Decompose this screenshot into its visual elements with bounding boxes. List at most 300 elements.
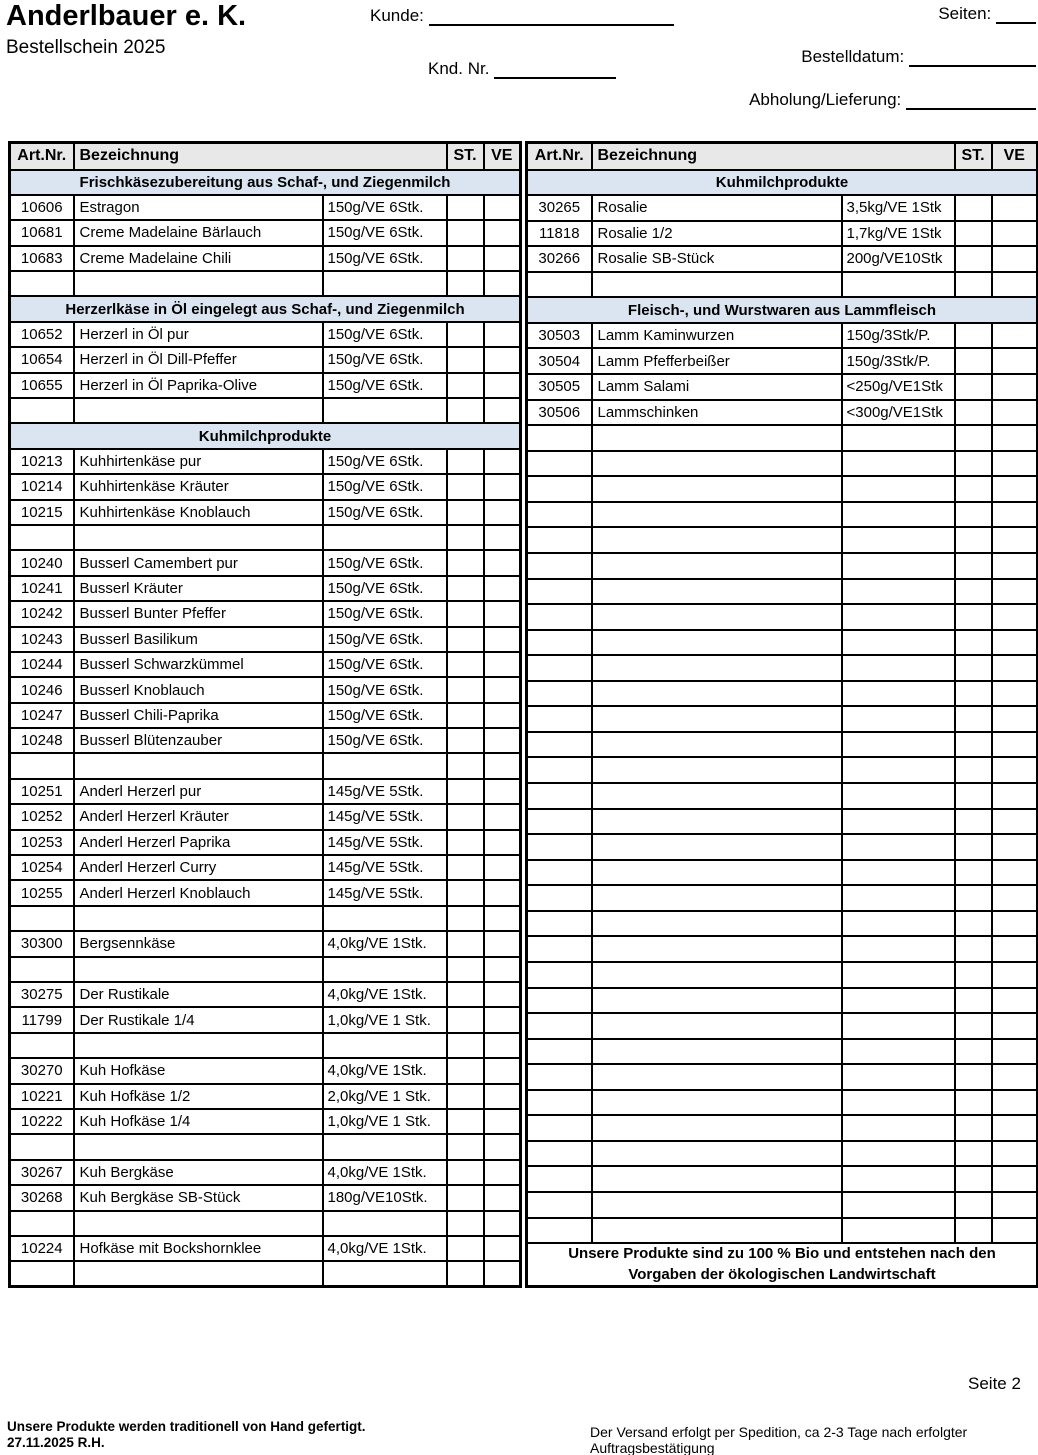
artnr-cell <box>527 681 592 707</box>
pickup-delivery-input-line[interactable] <box>906 93 1036 110</box>
ve-input-cell[interactable] <box>992 451 1038 477</box>
qty-cell <box>842 962 955 988</box>
bezeichnung-cell <box>592 1141 842 1167</box>
section-row <box>10 170 521 195</box>
ve-input-cell[interactable] <box>992 681 1038 707</box>
st-input-cell[interactable] <box>447 855 484 880</box>
ve-input-cell[interactable] <box>992 809 1038 835</box>
empty-row <box>527 681 1038 707</box>
st-input-cell[interactable] <box>955 272 992 298</box>
st-input-cell[interactable] <box>955 1166 992 1192</box>
ve-input-cell[interactable] <box>484 1134 521 1159</box>
ve-input-cell[interactable] <box>992 834 1038 860</box>
st-input-cell[interactable] <box>447 1261 484 1286</box>
st-input-cell[interactable] <box>955 834 992 860</box>
ve-input-cell[interactable] <box>484 1211 521 1236</box>
artnr-cell: 10251 <box>10 779 74 804</box>
bezeichnung-cell <box>592 681 842 707</box>
artnr-cell <box>527 579 592 605</box>
ve-input-cell[interactable] <box>992 323 1038 349</box>
ve-input-cell[interactable] <box>484 1058 521 1083</box>
item-row <box>10 855 521 880</box>
empty-row <box>527 988 1038 1014</box>
item-row <box>10 779 521 804</box>
qty-cell: 4,0kg/VE 1Stk. <box>323 1058 447 1083</box>
ve-input-cell[interactable] <box>484 753 521 778</box>
item-row <box>10 220 521 245</box>
st-input-cell[interactable] <box>955 1013 992 1039</box>
qty-cell: 150g/VE 6Stk. <box>323 677 447 702</box>
ve-input-cell[interactable] <box>992 579 1038 605</box>
st-input-cell[interactable] <box>447 627 484 652</box>
st-input-cell[interactable] <box>955 221 992 247</box>
item-row <box>10 703 521 728</box>
artnr-cell <box>527 527 592 553</box>
ve-input-cell[interactable] <box>992 425 1038 451</box>
artnr-cell: 10246 <box>10 677 74 702</box>
ve-input-cell[interactable] <box>992 604 1038 630</box>
bezeichnung-cell: Anderl Herzerl Curry <box>74 855 323 880</box>
qty-cell: 150g/VE 6Stk. <box>323 322 447 347</box>
artnr-cell <box>527 272 592 298</box>
ve-input-cell[interactable] <box>484 779 521 804</box>
st-input-cell[interactable] <box>447 449 484 474</box>
qty-cell: <300g/VE1Stk <box>842 400 955 426</box>
artnr-cell <box>10 398 74 423</box>
col-header-ve: VE <box>992 143 1038 170</box>
st-input-cell[interactable] <box>447 779 484 804</box>
st-input-cell[interactable] <box>447 525 484 550</box>
ve-input-cell[interactable] <box>484 703 521 728</box>
bezeichnung-cell: Lamm Pfefferbeißer <box>592 348 842 374</box>
ve-input-cell[interactable] <box>992 732 1038 758</box>
ve-input-cell[interactable] <box>484 627 521 652</box>
st-input-cell[interactable] <box>447 1236 484 1261</box>
bezeichnung-cell: Der Rustikale <box>74 982 323 1007</box>
ve-input-cell[interactable] <box>992 1090 1038 1116</box>
st-input-cell[interactable] <box>447 906 484 931</box>
ve-input-cell[interactable] <box>484 195 521 220</box>
qty-cell <box>842 1218 955 1244</box>
bezeichnung-cell <box>592 604 842 630</box>
artnr-cell <box>10 271 74 296</box>
artnr-cell <box>527 553 592 579</box>
st-input-cell[interactable] <box>955 655 992 681</box>
empty-row <box>527 706 1038 732</box>
bezeichnung-cell: Anderl Herzerl Paprika <box>74 830 323 855</box>
ve-input-cell[interactable] <box>992 860 1038 886</box>
artnr-cell: 30300 <box>10 931 74 956</box>
bezeichnung-cell <box>592 272 842 298</box>
qty-cell <box>842 655 955 681</box>
ve-input-cell[interactable] <box>992 936 1038 962</box>
ve-input-cell[interactable] <box>484 880 521 905</box>
qty-cell: 1,7kg/VE 1Stk <box>842 221 955 247</box>
ve-input-cell[interactable] <box>484 652 521 677</box>
bezeichnung-cell: Kuh Hofkäse <box>74 1058 323 1083</box>
ve-input-cell[interactable] <box>992 885 1038 911</box>
ve-input-cell[interactable] <box>484 500 521 525</box>
bezeichnung-cell: Busserl Chili-Paprika <box>74 703 323 728</box>
ve-input-cell[interactable] <box>992 374 1038 400</box>
ve-input-cell[interactable] <box>484 957 521 982</box>
st-input-cell[interactable] <box>447 474 484 499</box>
ve-input-cell[interactable] <box>992 706 1038 732</box>
ve-input-cell[interactable] <box>992 1141 1038 1167</box>
ve-input-cell[interactable] <box>484 931 521 956</box>
st-input-cell[interactable] <box>447 931 484 956</box>
st-input-cell[interactable] <box>955 1064 992 1090</box>
st-input-cell[interactable] <box>447 550 484 575</box>
st-input-cell[interactable] <box>955 1115 992 1141</box>
st-input-cell[interactable] <box>955 860 992 886</box>
st-input-cell[interactable] <box>447 1084 484 1109</box>
st-input-cell[interactable] <box>955 809 992 835</box>
pages-input-line[interactable] <box>996 7 1036 24</box>
st-input-cell[interactable] <box>955 195 992 221</box>
order-date-input-line[interactable] <box>909 50 1036 67</box>
empty-row <box>527 553 1038 579</box>
qty-cell: 4,0kg/VE 1Stk. <box>323 1160 447 1185</box>
ve-input-cell[interactable] <box>992 221 1038 247</box>
st-input-cell[interactable] <box>447 677 484 702</box>
artnr-cell <box>527 1115 592 1141</box>
qty-cell <box>323 1211 447 1236</box>
st-input-cell[interactable] <box>447 1185 484 1210</box>
st-input-cell[interactable] <box>955 527 992 553</box>
ve-input-cell[interactable] <box>992 476 1038 502</box>
ve-input-cell[interactable] <box>484 1160 521 1185</box>
qty-cell <box>323 271 447 296</box>
ve-input-cell[interactable] <box>484 1185 521 1210</box>
st-input-cell[interactable] <box>955 706 992 732</box>
bezeichnung-cell: Anderl Herzerl Knoblauch <box>74 880 323 905</box>
qty-cell <box>842 1013 955 1039</box>
st-input-cell[interactable] <box>955 323 992 349</box>
st-input-cell[interactable] <box>447 576 484 601</box>
qty-cell: 145g/VE 5Stk. <box>323 779 447 804</box>
bezeichnung-cell <box>74 398 323 423</box>
ve-input-cell[interactable] <box>484 1109 521 1134</box>
artnr-cell: 10213 <box>10 449 74 474</box>
empty-row <box>527 1166 1038 1192</box>
item-row <box>10 576 521 601</box>
ve-input-cell[interactable] <box>992 502 1038 528</box>
ve-input-cell[interactable] <box>484 906 521 931</box>
qty-cell: 150g/VE 6Stk. <box>323 550 447 575</box>
ve-input-cell[interactable] <box>484 576 521 601</box>
qty-cell <box>842 809 955 835</box>
ve-input-cell[interactable] <box>484 982 521 1007</box>
qty-cell: 150g/VE 6Stk. <box>323 703 447 728</box>
item-row <box>10 804 521 829</box>
artnr-cell: 11818 <box>527 221 592 247</box>
st-input-cell[interactable] <box>447 830 484 855</box>
st-input-cell[interactable] <box>447 957 484 982</box>
st-input-cell[interactable] <box>447 1109 484 1134</box>
artnr-cell: 10222 <box>10 1109 74 1134</box>
ve-input-cell[interactable] <box>484 398 521 423</box>
empty-row <box>527 451 1038 477</box>
st-input-cell[interactable] <box>447 753 484 778</box>
bezeichnung-cell: Rosalie 1/2 <box>592 221 842 247</box>
bezeichnung-cell <box>592 527 842 553</box>
ve-input-cell[interactable] <box>484 449 521 474</box>
qty-cell <box>323 906 447 931</box>
qty-cell: 150g/VE 6Stk. <box>323 220 447 245</box>
st-input-cell[interactable] <box>955 681 992 707</box>
artnr-cell: 10252 <box>10 804 74 829</box>
qty-cell <box>323 957 447 982</box>
st-input-cell[interactable] <box>955 348 992 374</box>
ve-input-cell[interactable] <box>484 1007 521 1032</box>
bezeichnung-cell: Der Rustikale 1/4 <box>74 1007 323 1032</box>
qty-cell: 145g/VE 5Stk. <box>323 855 447 880</box>
qty-cell: 4,0kg/VE 1Stk. <box>323 982 447 1007</box>
col-header-bezeichnung: Bezeichnung <box>74 143 447 170</box>
bezeichnung-cell: Anderl Herzerl pur <box>74 779 323 804</box>
artnr-cell <box>527 885 592 911</box>
st-input-cell[interactable] <box>955 425 992 451</box>
st-input-cell[interactable] <box>955 1141 992 1167</box>
ve-input-cell[interactable] <box>484 1084 521 1109</box>
ve-input-cell[interactable] <box>992 246 1038 272</box>
bezeichnung-cell: Herzerl in Öl Paprika-Olive <box>74 373 323 398</box>
ve-input-cell[interactable] <box>484 1236 521 1261</box>
ve-input-cell[interactable] <box>484 347 521 372</box>
artnr-cell: 30506 <box>527 400 592 426</box>
bezeichnung-cell <box>592 860 842 886</box>
artnr-cell: 10254 <box>10 855 74 880</box>
ve-input-cell[interactable] <box>992 1064 1038 1090</box>
artnr-cell: 10253 <box>10 830 74 855</box>
st-input-cell[interactable] <box>447 322 484 347</box>
st-input-cell[interactable] <box>447 804 484 829</box>
order-date-field <box>801 47 1036 67</box>
st-input-cell[interactable] <box>447 728 484 753</box>
page-number: Seite 2 <box>968 1374 1021 1393</box>
st-input-cell[interactable] <box>955 374 992 400</box>
bezeichnung-cell <box>592 630 842 656</box>
order-tables <box>8 141 1038 1288</box>
ve-input-cell[interactable] <box>992 195 1038 221</box>
st-input-cell[interactable] <box>447 1007 484 1032</box>
ve-input-cell[interactable] <box>484 830 521 855</box>
st-input-cell[interactable] <box>447 373 484 398</box>
st-input-cell[interactable] <box>955 1090 992 1116</box>
empty-row <box>527 579 1038 605</box>
artnr-cell <box>527 502 592 528</box>
ve-input-cell[interactable] <box>484 525 521 550</box>
artnr-cell <box>527 757 592 783</box>
st-input-cell[interactable] <box>447 220 484 245</box>
ve-input-cell[interactable] <box>992 911 1038 937</box>
ve-input-cell[interactable] <box>992 988 1038 1014</box>
artnr-cell <box>527 936 592 962</box>
artnr-cell <box>10 1134 74 1159</box>
customer-number-input-line[interactable] <box>494 62 616 79</box>
st-input-cell[interactable] <box>447 246 484 271</box>
qty-cell <box>842 425 955 451</box>
bezeichnung-cell <box>74 1033 323 1058</box>
bezeichnung-cell: Kuhhirtenkäse Knoblauch <box>74 500 323 525</box>
qty-cell <box>842 476 955 502</box>
st-input-cell[interactable] <box>447 1134 484 1159</box>
ve-input-cell[interactable] <box>992 1166 1038 1192</box>
item-row <box>527 348 1038 374</box>
qty-cell <box>323 753 447 778</box>
st-input-cell[interactable] <box>955 400 992 426</box>
bezeichnung-cell: Kuh Bergkäse SB-Stück <box>74 1185 323 1210</box>
col-header-bezeichnung: Bezeichnung <box>592 143 955 170</box>
artnr-cell <box>527 1218 592 1244</box>
ve-input-cell[interactable] <box>992 630 1038 656</box>
st-input-cell[interactable] <box>447 195 484 220</box>
st-input-cell[interactable] <box>447 271 484 296</box>
st-input-cell[interactable] <box>447 398 484 423</box>
ve-input-cell[interactable] <box>484 322 521 347</box>
ve-input-cell[interactable] <box>484 601 521 626</box>
bezeichnung-cell: Rosalie <box>592 195 842 221</box>
st-input-cell[interactable] <box>447 347 484 372</box>
qty-cell: 145g/VE 5Stk. <box>323 830 447 855</box>
artnr-cell <box>527 834 592 860</box>
st-input-cell[interactable] <box>955 1039 992 1065</box>
qty-cell: 1,0kg/VE 1 Stk. <box>323 1007 447 1032</box>
ve-input-cell[interactable] <box>992 400 1038 426</box>
st-input-cell[interactable] <box>955 579 992 605</box>
bezeichnung-cell: Busserl Camembert pur <box>74 550 323 575</box>
qty-cell <box>842 860 955 886</box>
st-input-cell[interactable] <box>955 451 992 477</box>
qty-cell <box>842 604 955 630</box>
ve-input-cell[interactable] <box>992 1115 1038 1141</box>
st-input-cell[interactable] <box>447 703 484 728</box>
qty-cell <box>842 1166 955 1192</box>
item-row <box>10 246 521 271</box>
artnr-cell: 10214 <box>10 474 74 499</box>
section-row <box>527 297 1038 323</box>
st-input-cell[interactable] <box>447 652 484 677</box>
ve-input-cell[interactable] <box>992 527 1038 553</box>
ve-input-cell[interactable] <box>992 655 1038 681</box>
qty-cell <box>842 1192 955 1218</box>
ve-input-cell[interactable] <box>992 783 1038 809</box>
artnr-cell <box>10 906 74 931</box>
st-input-cell[interactable] <box>955 1218 992 1244</box>
artnr-cell: 11799 <box>10 1007 74 1032</box>
section-header: Kuhmilchprodukte <box>10 423 521 448</box>
st-input-cell[interactable] <box>447 880 484 905</box>
ve-input-cell[interactable] <box>484 550 521 575</box>
st-input-cell[interactable] <box>955 783 992 809</box>
artnr-cell <box>10 957 74 982</box>
ve-input-cell[interactable] <box>992 757 1038 783</box>
bezeichnung-cell <box>592 936 842 962</box>
artnr-cell: 30503 <box>527 323 592 349</box>
ve-input-cell[interactable] <box>484 474 521 499</box>
ve-input-cell[interactable] <box>992 553 1038 579</box>
st-input-cell[interactable] <box>955 553 992 579</box>
ve-input-cell[interactable] <box>992 1218 1038 1244</box>
st-input-cell[interactable] <box>955 604 992 630</box>
ve-input-cell[interactable] <box>484 804 521 829</box>
ve-input-cell[interactable] <box>992 272 1038 298</box>
bezeichnung-cell: Anderl Herzerl Kräuter <box>74 804 323 829</box>
ve-input-cell[interactable] <box>484 728 521 753</box>
st-input-cell[interactable] <box>447 1211 484 1236</box>
ve-input-cell[interactable] <box>484 246 521 271</box>
ve-input-cell[interactable] <box>484 855 521 880</box>
table-header-row <box>10 143 521 170</box>
ve-input-cell[interactable] <box>484 271 521 296</box>
ve-input-cell[interactable] <box>992 962 1038 988</box>
bezeichnung-cell <box>592 476 842 502</box>
ve-input-cell[interactable] <box>992 1192 1038 1218</box>
st-input-cell[interactable] <box>955 246 992 272</box>
bezeichnung-cell <box>592 706 842 732</box>
st-input-cell[interactable] <box>955 732 992 758</box>
st-input-cell[interactable] <box>955 476 992 502</box>
ve-input-cell[interactable] <box>484 677 521 702</box>
pages-field <box>938 4 1036 24</box>
artnr-cell: 10242 <box>10 601 74 626</box>
bezeichnung-cell: Bergsennkäse <box>74 931 323 956</box>
st-input-cell[interactable] <box>955 757 992 783</box>
st-input-cell[interactable] <box>955 1192 992 1218</box>
st-input-cell[interactable] <box>955 936 992 962</box>
ve-input-cell[interactable] <box>484 220 521 245</box>
qty-cell: 150g/VE 6Stk. <box>323 652 447 677</box>
st-input-cell[interactable] <box>447 982 484 1007</box>
item-row <box>10 347 521 372</box>
ve-input-cell[interactable] <box>484 373 521 398</box>
ve-input-cell[interactable] <box>992 348 1038 374</box>
ve-input-cell[interactable] <box>484 1261 521 1286</box>
qty-cell: 145g/VE 5Stk. <box>323 880 447 905</box>
st-input-cell[interactable] <box>447 500 484 525</box>
footer-shipping-note: Der Versand erfolgt per Spedition, ca 2-3 Tage nach erfolgter Auftragsbestätigung <box>590 1424 968 1455</box>
bezeichnung-cell <box>74 906 323 931</box>
st-input-cell[interactable] <box>955 988 992 1014</box>
st-input-cell[interactable] <box>955 630 992 656</box>
bezeichnung-cell: Kuhhirtenkäse Kräuter <box>74 474 323 499</box>
empty-row <box>527 860 1038 886</box>
ve-input-cell[interactable] <box>992 1013 1038 1039</box>
st-input-cell[interactable] <box>955 885 992 911</box>
customer-input-line[interactable] <box>429 9 674 26</box>
empty-row <box>527 1192 1038 1218</box>
qty-cell <box>842 757 955 783</box>
st-input-cell[interactable] <box>447 1160 484 1185</box>
bezeichnung-cell: Busserl Bunter Pfeffer <box>74 601 323 626</box>
st-input-cell[interactable] <box>447 601 484 626</box>
qty-cell: 150g/VE 6Stk. <box>323 576 447 601</box>
section-row <box>527 170 1038 196</box>
st-input-cell[interactable] <box>447 1058 484 1083</box>
qty-cell <box>842 988 955 1014</box>
st-input-cell[interactable] <box>955 502 992 528</box>
qty-cell: 145g/VE 5Stk. <box>323 804 447 829</box>
qty-cell <box>323 1134 447 1159</box>
artnr-cell: 10243 <box>10 627 74 652</box>
st-input-cell[interactable] <box>955 962 992 988</box>
artnr-cell: 10654 <box>10 347 74 372</box>
st-input-cell[interactable] <box>447 1033 484 1058</box>
ve-input-cell[interactable] <box>484 1033 521 1058</box>
ve-input-cell[interactable] <box>992 1039 1038 1065</box>
st-input-cell[interactable] <box>955 911 992 937</box>
